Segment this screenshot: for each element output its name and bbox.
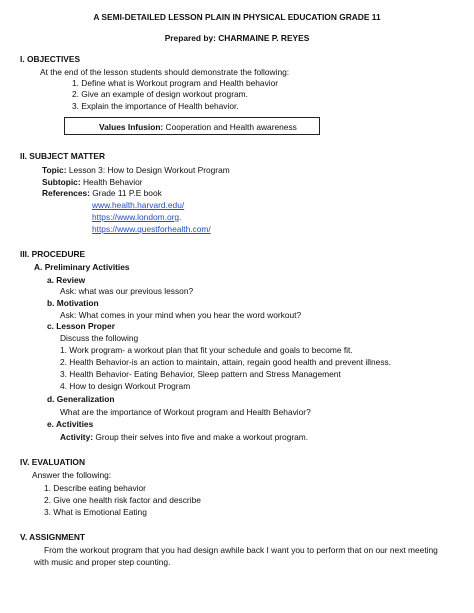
evaluation-heading: IV. EVALUATION [20, 457, 85, 467]
objectives-heading: I. OBJECTIVES [20, 54, 81, 64]
lesson-proper-intro: Discuss the following [60, 333, 139, 343]
review-text: Ask: what was our previous lesson? [60, 286, 194, 296]
lesson-item-4: 4. How to design Workout Program [60, 381, 191, 391]
lesson-item-2: 2. Health Behavior-is an action to maintain, attain, regain good health and prevent illness. [60, 357, 392, 367]
subtopic-line [42, 178, 143, 186]
review-label: a. Review [47, 275, 86, 285]
references-label: References: [42, 188, 90, 198]
preliminary-activities-heading: A. Preliminary Activities [34, 262, 130, 272]
generalization-label: d. Generalization [47, 394, 115, 404]
activity-text: Group their selves into five and make a workout program. [93, 432, 309, 442]
topic-text: Lesson 3: How to Design Workout Program [66, 165, 230, 175]
subject-matter-heading: II. SUBJECT MATTER [20, 151, 105, 161]
motivation-label: b. Motivation [47, 298, 99, 308]
topic-label: Topic: [42, 165, 67, 175]
values-infusion-box [64, 117, 320, 135]
activities-label: e. Activities [47, 419, 94, 429]
subtopic-text: Health Behavior [80, 177, 143, 187]
lesson-item-3: 3. Health Behavior- Eating Behavior, Sleep pattern and Stress Management [60, 369, 341, 379]
reference-link-questforhealth[interactable]: https://www.questforhealth.com/ [92, 224, 211, 234]
evaluation-intro: Answer the following: [32, 470, 112, 480]
activity-line [60, 433, 308, 441]
objectives-intro: At the end of the lesson students should demonstrate the following: [40, 67, 290, 77]
activity-label: Activity: [60, 432, 94, 442]
values-infusion-text: Cooperation and Health awareness [163, 121, 297, 132]
references-line [42, 189, 162, 197]
lesson-proper-label: c. Lesson Proper [47, 321, 115, 331]
reference-link-harvard[interactable]: www.health.harvard.edu/ [92, 200, 185, 210]
generalization-text: What are the importance of Workout program and Health Behavior? [60, 407, 311, 417]
objective-item-2: 2. Give an example of design workout program. [72, 89, 248, 99]
motivation-text: Ask: What comes in your mind when you hear the word workout? [60, 310, 302, 320]
evaluation-item-1: 1. Describe eating behavior [44, 483, 146, 493]
objective-item-1: 1. Define what is Workout program and Health behavior [72, 78, 279, 88]
assignment-line-2: with music and proper step counting. [34, 557, 171, 567]
reference-link-londom[interactable]: https://www.londom.org. [92, 212, 182, 222]
objective-item-3: 3. Explain the importance of Health behavior. [72, 101, 239, 111]
topic-line [42, 166, 230, 174]
evaluation-item-3: 3. What is Emotional Eating [44, 507, 147, 517]
subtopic-label: Subtopic: [42, 177, 81, 187]
assignment-line-1: From the workout program that you had design awhile back I want you to perform that on our next meeting [44, 545, 438, 555]
lesson-item-1: 1. Work program- a workout plan that fit your schedule and goals to become fit. [60, 345, 353, 355]
assignment-heading: V. ASSIGNMENT [20, 532, 85, 542]
prepared-by: Prepared by: CHARMAINE P. REYES [164, 33, 310, 43]
references-text: Grade 11 P.E book [89, 188, 162, 198]
document-title: A SEMI-DETAILED LESSON PLAIN IN PHYSICAL EDUCATION GRADE 11 [93, 12, 381, 22]
procedure-heading: III. PROCEDURE [20, 249, 86, 259]
values-infusion-label: Values Infusion: [99, 121, 164, 132]
evaluation-item-2: 2. Give one health risk factor and describe [44, 495, 201, 505]
